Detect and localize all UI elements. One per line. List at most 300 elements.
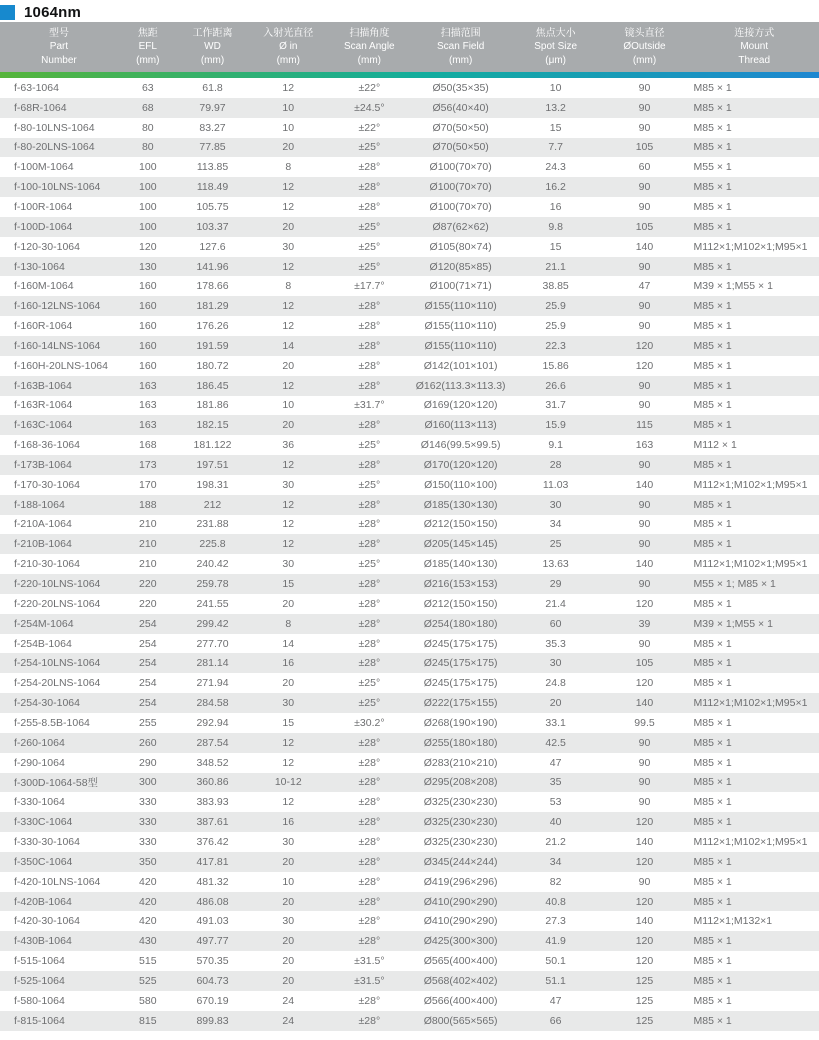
- cell-efl: 163: [139, 399, 157, 412]
- cell-part-number: f-173B-1064: [14, 458, 72, 471]
- cell-input-diameter: 20: [282, 419, 295, 432]
- cell-scan-field: Ø419(296×296): [423, 875, 498, 888]
- table-row: [0, 991, 819, 1011]
- cell-input-diameter: 24: [282, 1014, 295, 1027]
- cell-input-diameter: 15: [282, 716, 295, 729]
- cell-efl: 160: [139, 280, 157, 293]
- cell-scan-field: Ø169(120×120): [423, 399, 498, 412]
- cell-mount-thread: M85 × 1: [693, 498, 732, 511]
- cell-outside-diameter: 90: [638, 756, 651, 769]
- cell-spot-size: 35.3: [545, 637, 566, 650]
- cell-part-number: f-160-14LNS-1064: [14, 339, 101, 352]
- cell-wd: 127.6: [199, 240, 226, 253]
- cell-input-diameter: 10: [282, 399, 295, 412]
- cell-scan-field: Ø70(50×50): [432, 121, 489, 134]
- table-row: [0, 98, 819, 118]
- cell-spot-size: 15: [549, 121, 562, 134]
- cell-scan-field: Ø155(110×110): [424, 339, 497, 352]
- cell-input-diameter: 12: [282, 736, 295, 749]
- cell-input-diameter: 20: [282, 220, 295, 233]
- cell-input-diameter: 12: [282, 458, 295, 471]
- cell-scan-field: Ø216(153×153): [423, 578, 498, 591]
- cell-part-number: f-420-30-1064: [14, 915, 80, 928]
- cell-scan-angle: ±28°: [358, 518, 381, 531]
- cell-outside-diameter: 90: [638, 300, 651, 313]
- cell-input-diameter: 12: [282, 518, 295, 531]
- cell-wd: 240.42: [196, 558, 229, 571]
- cell-part-number: f-254M-1064: [14, 617, 74, 630]
- cell-scan-field: Ø70(50×50): [432, 141, 489, 154]
- cell-input-diameter: 30: [282, 478, 295, 491]
- cell-part-number: f-580-1064: [14, 994, 65, 1007]
- cell-input-diameter: 12: [282, 81, 295, 94]
- cell-efl: 815: [139, 1014, 157, 1027]
- cell-scan-angle: ±28°: [358, 578, 381, 591]
- cell-spot-size: 9.8: [548, 220, 563, 233]
- cell-spot-size: 22.3: [545, 339, 566, 352]
- column-header-input-diameter: 入射光直径 Ø in (mm): [263, 28, 314, 66]
- cell-wd: 178.66: [196, 280, 229, 293]
- cell-efl: 220: [139, 597, 157, 610]
- cell-input-diameter: 12: [282, 260, 295, 273]
- cell-scan-field: Ø170(120×120): [423, 458, 498, 471]
- cell-part-number: f-210-30-1064: [14, 558, 80, 571]
- cell-wd: 113.85: [196, 161, 229, 174]
- cell-mount-thread: M112 × 1: [693, 439, 737, 452]
- cell-outside-diameter: 90: [638, 181, 651, 194]
- cell-scan-field: Ø410(290×290): [423, 895, 498, 908]
- cell-wd: 103.37: [196, 220, 229, 233]
- cell-spot-size: 47: [549, 756, 562, 769]
- cell-spot-size: 47: [549, 994, 562, 1007]
- cell-wd: 197.51: [196, 458, 229, 471]
- cell-input-diameter: 14: [282, 637, 295, 650]
- cell-wd: 899.83: [196, 1014, 229, 1027]
- table-row: [0, 773, 819, 793]
- cell-outside-diameter: 90: [638, 578, 651, 591]
- cell-part-number: f-430B-1064: [14, 935, 72, 948]
- cell-part-number: f-163B-1064: [14, 379, 72, 392]
- cell-part-number: f-420B-1064: [14, 895, 72, 908]
- cell-scan-field: Ø425(300×300): [423, 935, 498, 948]
- cell-efl: 525: [139, 974, 157, 987]
- cell-spot-size: 10: [549, 81, 562, 94]
- table-row: [0, 693, 819, 713]
- cell-scan-angle: ±28°: [358, 339, 381, 352]
- cell-efl: 254: [139, 637, 157, 650]
- page-title: 1064nm: [24, 3, 82, 21]
- cell-wd: 292.94: [196, 716, 229, 729]
- cell-scan-field: Ø325(230×230): [423, 835, 498, 848]
- column-header-outside-diameter: 镜头直径 ØOutside (mm): [623, 28, 666, 66]
- cell-input-diameter: 30: [282, 558, 295, 571]
- cell-input-diameter: 8: [285, 161, 292, 174]
- cell-outside-diameter: 60: [638, 161, 651, 174]
- cell-wd: 287.54: [196, 736, 229, 749]
- cell-outside-diameter: 90: [638, 81, 651, 94]
- cell-mount-thread: M112×1;M102×1;M95×1: [693, 558, 808, 571]
- cell-wd: 284.58: [196, 697, 229, 710]
- cell-scan-angle: ±28°: [358, 419, 381, 432]
- cell-part-number: f-80-10LNS-1064: [14, 121, 95, 134]
- cell-scan-field: Ø565(400×400): [423, 955, 498, 968]
- table-row: [0, 78, 819, 98]
- cell-scan-field: Ø222(175×155): [423, 697, 498, 710]
- cell-spot-size: 31.7: [545, 399, 566, 412]
- cell-scan-field: Ø87(62×62): [432, 220, 489, 233]
- cell-scan-field: Ø566(400×400): [423, 994, 498, 1007]
- cell-scan-angle: ±28°: [358, 181, 381, 194]
- table-row: [0, 435, 819, 455]
- cell-outside-diameter: 140: [635, 478, 654, 491]
- cell-outside-diameter: 90: [638, 121, 651, 134]
- cell-mount-thread: M85 × 1: [693, 419, 732, 432]
- cell-scan-field: Ø185(140×130): [423, 558, 498, 571]
- cell-input-diameter: 30: [282, 240, 295, 253]
- cell-mount-thread: M55 × 1; M85 × 1: [693, 578, 776, 591]
- cell-scan-field: Ø162(113.3×113.3): [415, 379, 506, 392]
- cell-scan-field: Ø142(101×101): [423, 359, 498, 372]
- cell-scan-angle: ±28°: [358, 617, 381, 630]
- table-row: [0, 733, 819, 753]
- cell-spot-size: 25.9: [545, 300, 566, 313]
- table-row: [0, 673, 819, 693]
- cell-outside-diameter: 90: [638, 776, 651, 789]
- cell-outside-diameter: 120: [635, 935, 654, 948]
- cell-part-number: f-68R-1064: [14, 101, 67, 114]
- cell-wd: 186.45: [196, 379, 229, 392]
- cell-scan-angle: ±28°: [358, 538, 381, 551]
- cell-outside-diameter: 90: [638, 637, 651, 650]
- cell-spot-size: 11.03: [542, 478, 569, 491]
- cell-part-number: f-210A-1064: [14, 518, 72, 531]
- cell-efl: 68: [141, 101, 154, 114]
- cell-input-diameter: 16: [282, 816, 295, 829]
- cell-mount-thread: M39 × 1;M55 × 1: [693, 280, 773, 293]
- cell-efl: 188: [139, 498, 157, 511]
- column-header-spot-size: 焦点大小 Spot Size (μm): [534, 28, 578, 66]
- cell-mount-thread: M85 × 1: [693, 200, 732, 213]
- cell-efl: 160: [139, 359, 157, 372]
- cell-efl: 515: [139, 955, 157, 968]
- cell-spot-size: 21.1: [545, 260, 566, 273]
- cell-input-diameter: 20: [282, 359, 295, 372]
- cell-efl: 254: [139, 657, 157, 670]
- cell-efl: 163: [139, 379, 157, 392]
- table-row: [0, 574, 819, 594]
- table-row: [0, 336, 819, 356]
- cell-scan-field: Ø105(80×74): [429, 240, 492, 253]
- cell-efl: 170: [139, 478, 157, 491]
- cell-input-diameter: 12: [282, 796, 295, 809]
- cell-scan-field: Ø254(180×180): [423, 617, 498, 630]
- cell-mount-thread: M85 × 1: [693, 657, 732, 670]
- cell-scan-field: Ø56(40×40): [432, 101, 489, 114]
- cell-spot-size: 27.3: [545, 915, 566, 928]
- cell-part-number: f-330-1064: [14, 796, 65, 809]
- cell-part-number: f-163R-1064: [14, 399, 73, 412]
- cell-scan-field: Ø325(230×230): [423, 816, 498, 829]
- cell-wd: 281.14: [196, 657, 229, 670]
- cell-spot-size: 33.1: [545, 716, 566, 729]
- cell-scan-angle: ±28°: [358, 359, 381, 372]
- cell-input-diameter: 20: [282, 677, 295, 690]
- cell-outside-diameter: 125: [635, 1014, 654, 1027]
- cell-outside-diameter: 140: [635, 835, 654, 848]
- cell-efl: 130: [139, 260, 157, 273]
- cell-scan-angle: ±28°: [358, 597, 381, 610]
- cell-input-diameter: 30: [282, 697, 295, 710]
- cell-spot-size: 82: [549, 875, 562, 888]
- cell-outside-diameter: 105: [635, 141, 654, 154]
- cell-efl: 168: [139, 439, 157, 452]
- cell-scan-angle: ±25°: [358, 141, 381, 154]
- cell-mount-thread: M85 × 1: [693, 974, 732, 987]
- cell-spot-size: 25: [549, 538, 562, 551]
- accent-square-icon: [0, 5, 15, 20]
- table-row: [0, 356, 819, 376]
- cell-scan-angle: ±25°: [358, 677, 381, 690]
- cell-mount-thread: M85 × 1: [693, 855, 732, 868]
- cell-scan-angle: ±28°: [358, 915, 381, 928]
- cell-outside-diameter: 105: [635, 220, 654, 233]
- cell-outside-diameter: 120: [635, 955, 654, 968]
- cell-scan-angle: ±28°: [358, 161, 381, 174]
- cell-scan-field: Ø155(110×110): [424, 320, 497, 333]
- cell-input-diameter: 12: [282, 379, 295, 392]
- cell-part-number: f-330-30-1064: [14, 835, 80, 848]
- cell-outside-diameter: 90: [638, 458, 651, 471]
- cell-spot-size: 21.4: [545, 597, 566, 610]
- cell-scan-field: Ø185(130×130): [423, 498, 498, 511]
- cell-wd: 376.42: [196, 835, 229, 848]
- cell-input-diameter: 12: [282, 538, 295, 551]
- table-row: [0, 455, 819, 475]
- cell-part-number: f-160H-20LNS-1064: [14, 359, 108, 372]
- cell-part-number: f-100D-1064: [14, 220, 73, 233]
- table-row: [0, 316, 819, 336]
- cell-mount-thread: M85 × 1: [693, 776, 732, 789]
- cell-input-diameter: 20: [282, 955, 295, 968]
- cell-part-number: f-254-20LNS-1064: [14, 677, 101, 690]
- cell-input-diameter: 20: [282, 895, 295, 908]
- cell-spot-size: 34: [549, 518, 562, 531]
- cell-wd: 383.93: [196, 796, 229, 809]
- cell-input-diameter: 12: [282, 200, 295, 213]
- cell-wd: 181.29: [196, 300, 229, 313]
- cell-wd: 387.61: [196, 816, 229, 829]
- cell-scan-angle: ±31.5°: [354, 955, 385, 968]
- cell-mount-thread: M112×1;M132×1: [693, 915, 773, 928]
- cell-scan-angle: ±28°: [358, 300, 381, 313]
- cell-scan-field: Ø100(70×70): [429, 161, 492, 174]
- cell-part-number: f-100M-1064: [14, 161, 74, 174]
- cell-spot-size: 15: [549, 240, 562, 253]
- cell-scan-angle: ±28°: [358, 816, 381, 829]
- cell-efl: 100: [139, 161, 157, 174]
- cell-scan-field: Ø345(244×244): [423, 855, 498, 868]
- cell-input-diameter: 12: [282, 300, 295, 313]
- cell-scan-field: Ø410(290×290): [423, 915, 498, 928]
- cell-input-diameter: 20: [282, 855, 295, 868]
- cell-outside-diameter: 140: [635, 697, 654, 710]
- cell-outside-diameter: 47: [638, 280, 651, 293]
- cell-outside-diameter: 90: [638, 260, 651, 273]
- cell-outside-diameter: 140: [635, 558, 654, 571]
- cell-input-diameter: 30: [282, 835, 295, 848]
- cell-input-diameter: 12: [282, 498, 295, 511]
- cell-part-number: f-815-1064: [14, 1014, 65, 1027]
- cell-part-number: f-63-1064: [14, 81, 59, 94]
- cell-wd: 212: [203, 498, 222, 511]
- cell-efl: 350: [139, 855, 157, 868]
- cell-part-number: f-525-1064: [14, 974, 65, 987]
- cell-part-number: f-420-10LNS-1064: [14, 875, 101, 888]
- cell-efl: 254: [139, 617, 157, 630]
- cell-outside-diameter: 163: [635, 439, 654, 452]
- cell-part-number: f-260-1064: [14, 736, 65, 749]
- cell-outside-diameter: 39: [638, 617, 651, 630]
- cell-outside-diameter: 120: [635, 895, 654, 908]
- cell-outside-diameter: 120: [635, 855, 654, 868]
- cell-outside-diameter: 125: [635, 974, 654, 987]
- table-row: [0, 415, 819, 435]
- table-row: [0, 138, 819, 158]
- cell-spot-size: 34: [549, 855, 562, 868]
- cell-outside-diameter: 140: [635, 915, 654, 928]
- table-row: [0, 872, 819, 892]
- cell-scan-angle: ±25°: [358, 558, 381, 571]
- cell-mount-thread: M85 × 1: [693, 1014, 732, 1027]
- cell-mount-thread: M85 × 1: [693, 181, 732, 194]
- cell-spot-size: 15.86: [542, 359, 569, 372]
- cell-mount-thread: M112×1;M102×1;M95×1: [693, 478, 808, 491]
- cell-mount-thread: M112×1;M102×1;M95×1: [693, 697, 808, 710]
- cell-efl: 100: [139, 220, 157, 233]
- table-row: [0, 852, 819, 872]
- cell-scan-angle: ±28°: [358, 498, 381, 511]
- cell-efl: 163: [139, 419, 157, 432]
- cell-part-number: f-220-10LNS-1064: [14, 578, 101, 591]
- cell-scan-angle: ±17.7°: [354, 280, 385, 293]
- cell-spot-size: 7.7: [548, 141, 563, 154]
- cell-wd: 182.15: [196, 419, 229, 432]
- cell-spot-size: 40: [549, 816, 562, 829]
- cell-wd: 241.55: [196, 597, 229, 610]
- cell-input-diameter: 10-12: [274, 776, 302, 789]
- cell-scan-angle: ±22°: [358, 81, 381, 94]
- table-row: [0, 376, 819, 396]
- cell-spot-size: 38.85: [542, 280, 569, 293]
- cell-wd: 79.97: [199, 101, 226, 114]
- cell-scan-angle: ±25°: [358, 697, 381, 710]
- column-header-efl: 焦距 EFL (mm): [136, 28, 160, 66]
- cell-input-diameter: 14: [282, 339, 295, 352]
- cell-part-number: f-160M-1064: [14, 280, 74, 293]
- cell-scan-angle: ±28°: [358, 657, 381, 670]
- cell-spot-size: 66: [549, 1014, 562, 1027]
- cell-efl: 300: [139, 776, 157, 789]
- cell-wd: 417.81: [196, 855, 229, 868]
- cell-scan-angle: ±28°: [358, 736, 381, 749]
- cell-wd: 491.03: [196, 915, 229, 928]
- cell-mount-thread: M85 × 1: [693, 677, 732, 690]
- cell-mount-thread: M85 × 1: [693, 81, 732, 94]
- cell-part-number: f-290-1064: [14, 756, 65, 769]
- cell-scan-angle: ±24.5°: [354, 101, 385, 114]
- cell-outside-diameter: 120: [635, 359, 654, 372]
- cell-part-number: f-515-1064: [14, 955, 65, 968]
- cell-spot-size: 16: [549, 200, 562, 213]
- cell-mount-thread: M85 × 1: [693, 121, 732, 134]
- cell-input-diameter: 8: [285, 617, 292, 630]
- cell-wd: 141.96: [196, 260, 229, 273]
- cell-scan-angle: ±28°: [358, 875, 381, 888]
- table-row: [0, 217, 819, 237]
- cell-efl: 254: [139, 677, 157, 690]
- table-row: [0, 257, 819, 277]
- cell-input-diameter: 12: [282, 181, 295, 194]
- cell-part-number: f-254B-1064: [14, 637, 72, 650]
- cell-wd: 481.32: [196, 875, 229, 888]
- table-row: [0, 931, 819, 951]
- cell-wd: 497.77: [196, 935, 229, 948]
- cell-efl: 80: [141, 141, 154, 154]
- cell-efl: 330: [139, 796, 157, 809]
- cell-wd: 604.73: [196, 974, 229, 987]
- cell-input-diameter: 36: [282, 439, 295, 452]
- cell-mount-thread: M85 × 1: [693, 101, 732, 114]
- cell-part-number: f-254-30-1064: [14, 697, 80, 710]
- cell-spot-size: 15.9: [545, 419, 566, 432]
- cell-scan-field: Ø212(150×150): [423, 518, 498, 531]
- table-row: [0, 951, 819, 971]
- cell-scan-field: Ø100(71×71): [429, 280, 492, 293]
- cell-input-diameter: 20: [282, 935, 295, 948]
- table-row: [0, 971, 819, 991]
- column-header-wd: 工作距离 WD (mm): [192, 28, 233, 66]
- cell-scan-field: Ø268(190×190): [423, 716, 498, 729]
- cell-outside-diameter: 120: [635, 816, 654, 829]
- cell-wd: 105.75: [196, 200, 229, 213]
- cell-scan-field: Ø245(175×175): [423, 677, 498, 690]
- cell-scan-angle: ±28°: [358, 637, 381, 650]
- cell-outside-diameter: 120: [635, 597, 654, 610]
- cell-mount-thread: M85 × 1: [693, 339, 732, 352]
- cell-input-diameter: 12: [282, 756, 295, 769]
- cell-spot-size: 16.2: [545, 181, 566, 194]
- cell-wd: 271.94: [196, 677, 229, 690]
- cell-input-diameter: 16: [282, 657, 295, 670]
- cell-efl: 100: [139, 181, 157, 194]
- table-row: [0, 515, 819, 535]
- cell-mount-thread: M85 × 1: [693, 399, 732, 412]
- cell-spot-size: 26.6: [545, 379, 566, 392]
- cell-input-diameter: 10: [282, 101, 295, 114]
- table-row: [0, 911, 819, 931]
- cell-efl: 290: [139, 756, 157, 769]
- table-row: [0, 892, 819, 912]
- cell-scan-field: Ø325(230×230): [423, 796, 498, 809]
- cell-wd: 83.27: [199, 121, 226, 134]
- cell-scan-field: Ø160(113×113): [424, 419, 497, 432]
- cell-outside-diameter: 90: [638, 518, 651, 531]
- cell-mount-thread: M85 × 1: [693, 637, 732, 650]
- cell-mount-thread: M85 × 1: [693, 458, 732, 471]
- cell-wd: 176.26: [196, 320, 229, 333]
- cell-outside-diameter: 90: [638, 200, 651, 213]
- cell-input-diameter: 30: [282, 915, 295, 928]
